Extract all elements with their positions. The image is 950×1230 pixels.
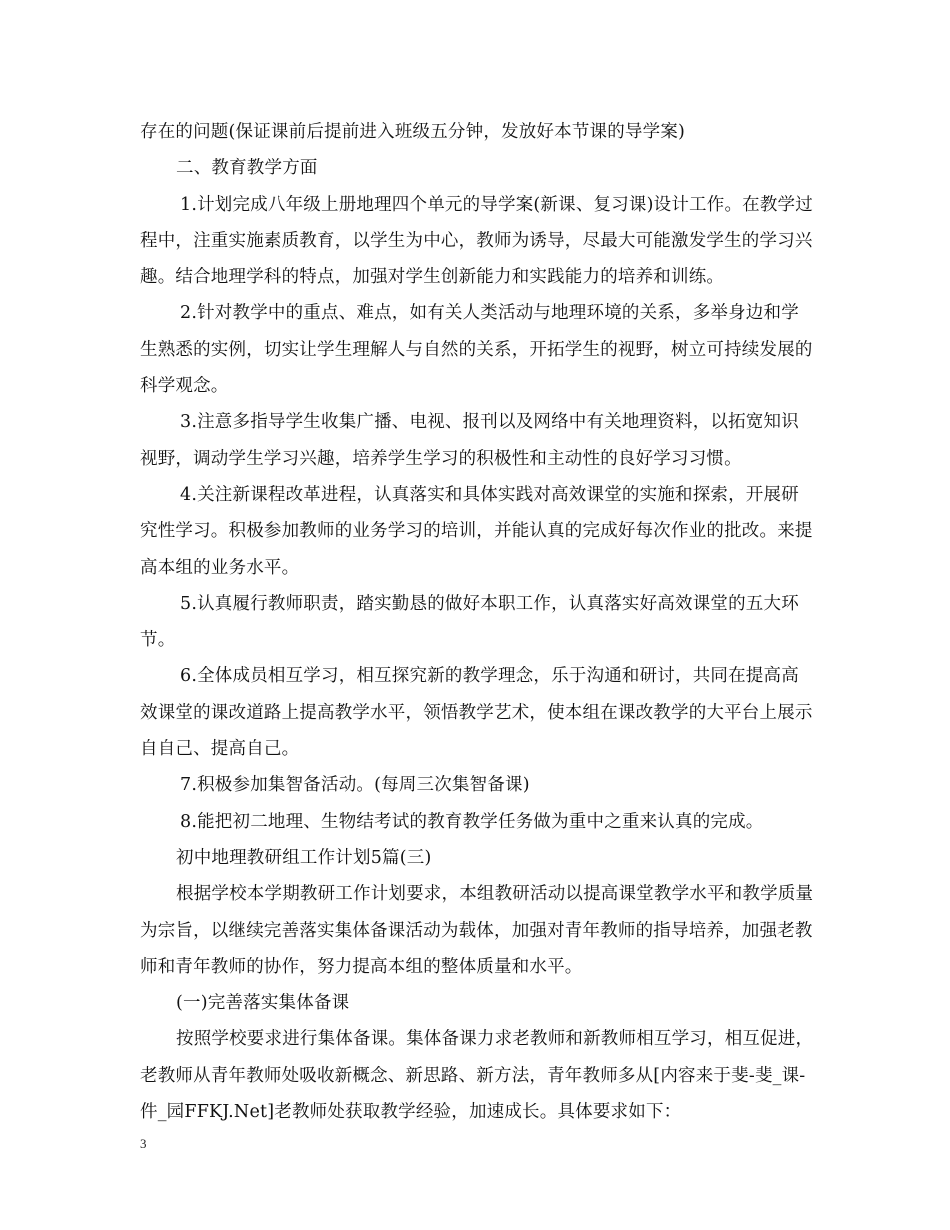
list-item-8: 8.能把初二地理、生物结考试的教育教学任务做为重中之重来认真的完成。 (180, 811, 764, 832)
list-item-2: 2.针对教学中的重点、难点，如有关人类活动与地理环境的关系，多举身边和学生熟悉的实例，切实让学生理解人与自然的关系，开拓学生的视野，树立可持续发展的科学观念。 (140, 303, 813, 397)
document-body (140, 114, 816, 1130)
paragraph-continuation: 存在的问题(保证课前后提前进入班级五分钟，发放好本节课的导学案) (140, 122, 686, 142)
list-item-5: 5.认真履行教师职责，踏实勤恳的做好本职工作，认真落实好高效课堂的五大环节。 (140, 593, 799, 651)
body-paragraph: 按照学校要求进行集体备课。集体备课力求老教师和新教师相互学习，相互促进，老教师从青年教师处吸收新概念、新思路、新方法，青年教师多从[内容来于斐-斐_课-件_园FFKJ.Net]老教师处获取教学经验，加速成长。具体要求如下： (140, 1029, 814, 1123)
list-item-6: 6.全体成员相互学习，相互探究新的教学理念，乐于沟通和研讨，共同在提高高效课堂的课改道路上提高教学水平，领悟教学艺术，使本组在课改教学的大平台上展示自自己、提高自己。 (140, 666, 813, 760)
list-item-3: 3.注意多指导学生收集广播、电视、报刊以及网络中有关地理资料，以拓宽知识视野，调动学生学习兴趣，培养学生学习的积极性和主动性的良好学习习惯。 (140, 412, 799, 469)
subsection-heading: (一)完善落实集体备课 (176, 993, 350, 1014)
list-item-1: 1.计划完成八年级上册地理四个单元的导学案(新课、复习课)设计工作。在教学过程中，注重实施素质教育，以学生为中心，教师为诱导，尽最大可能激发学生的学习兴趣。结合地理学科的特点，加强对学生创新能力和实践能力的培养和训练。 (140, 194, 813, 288)
intro-paragraph: 根据学校本学期教研工作计划要求，本组教研活动以提高课堂教学水平和教学质量为宗旨，以继续完善落实集体备课活动为载体，加强对青年教师的指导培养，加强老教师和青年教师的协作，努力提高本组的整体质量和水平。 (140, 884, 814, 977)
section-heading-teaching: 二、教育教学方面 (176, 158, 318, 179)
list-item-4: 4.关注新课程改革进程，认真落实和具体实践对高效课堂的实施和探索，开展研究性学习。积极参加教师的业务学习的培训，并能认真的完成好每次作业的批改。来提高本组的业务水平。 (140, 484, 813, 578)
page-number: 3 (140, 1136, 147, 1151)
plan-title: 初中地理教研组工作计划5篇(三) (176, 847, 432, 868)
list-item-7: 7.积极参加集智备活动。(每周三次集智备课) (180, 775, 530, 796)
